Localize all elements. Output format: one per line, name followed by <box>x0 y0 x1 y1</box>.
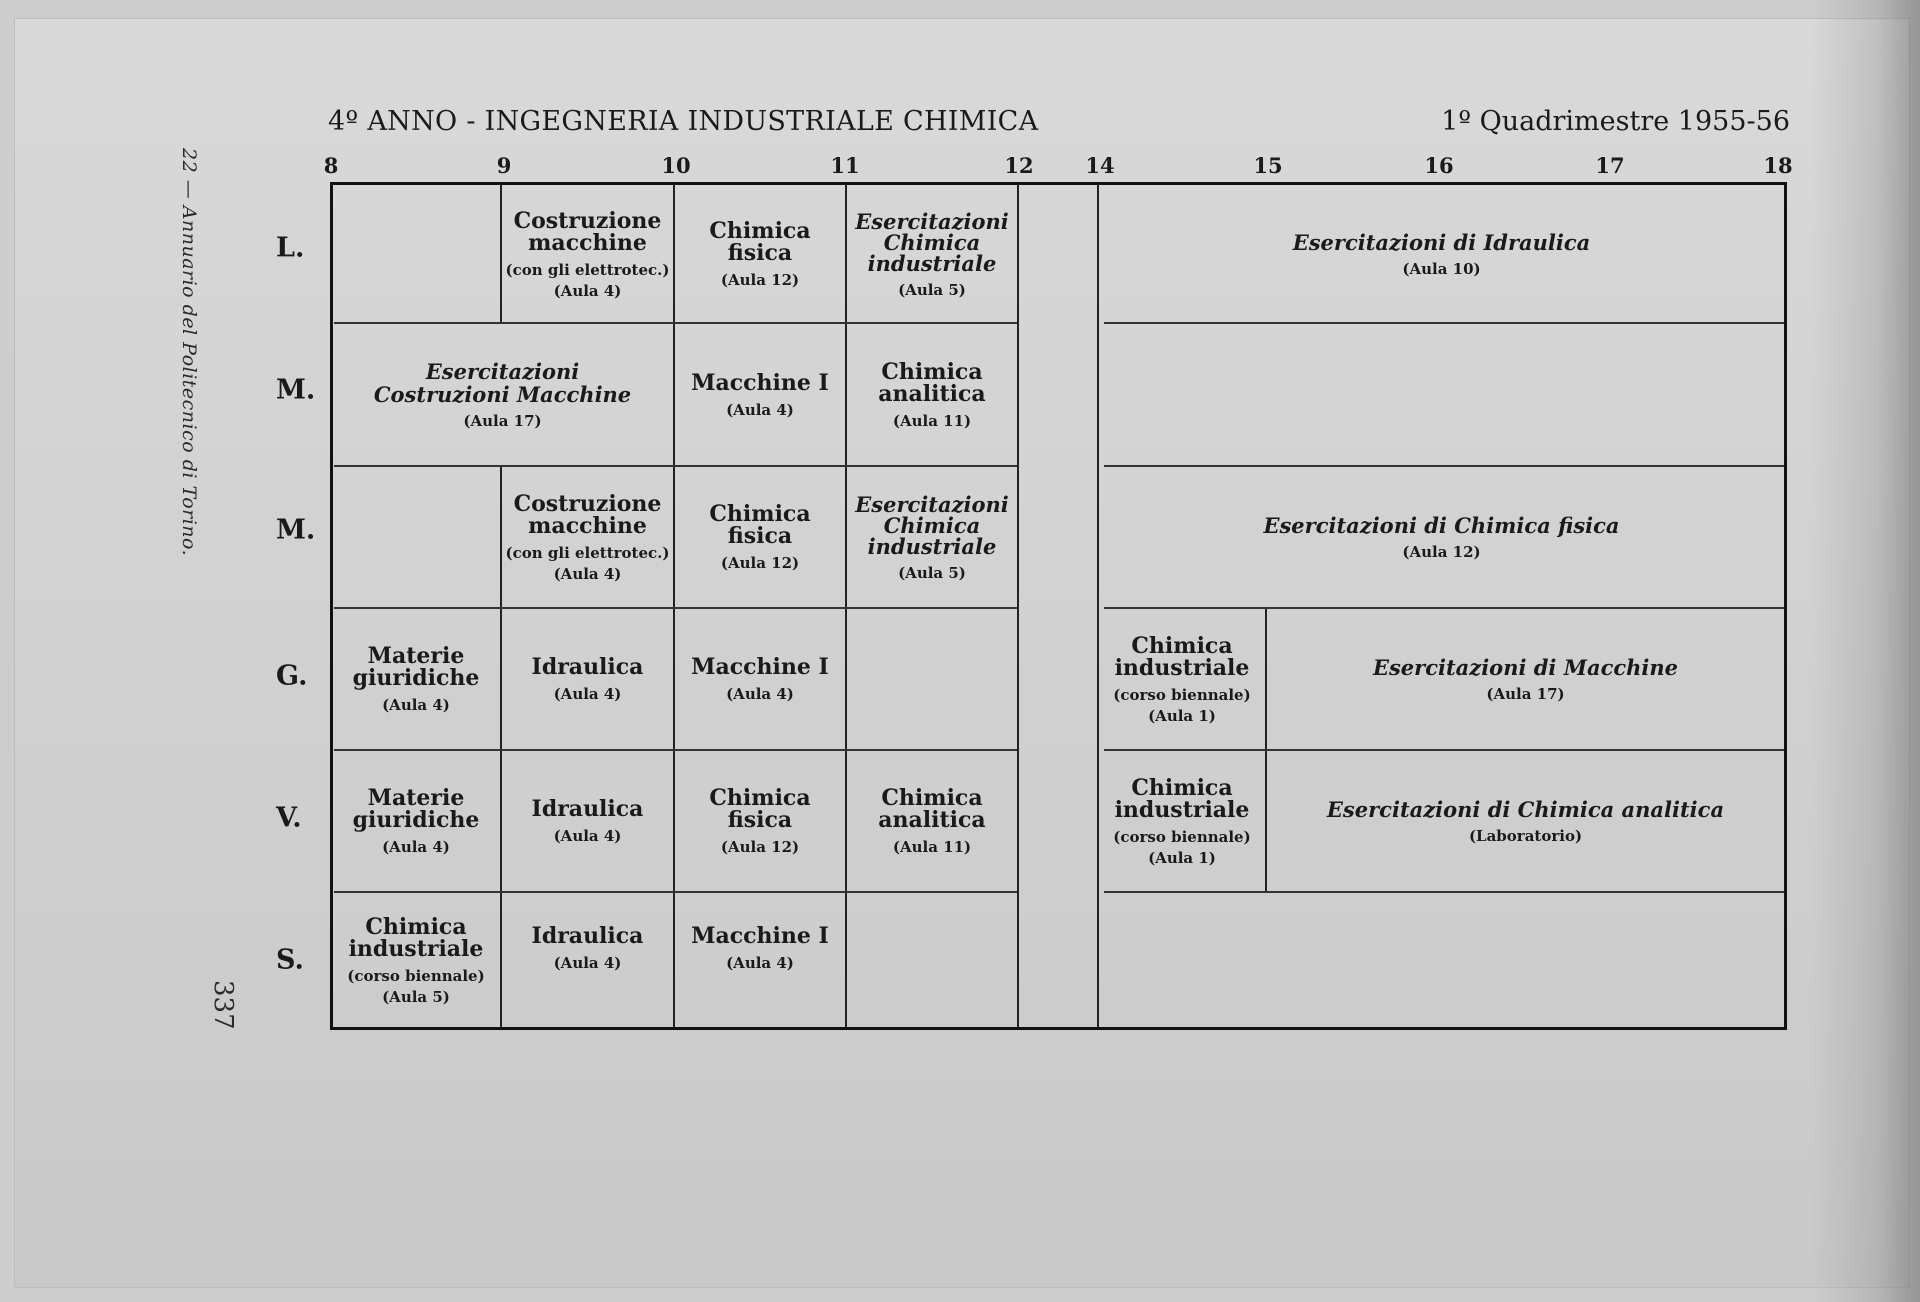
hour-label: 11 <box>830 153 860 178</box>
lesson-title: Macchine I <box>691 369 829 396</box>
lesson-title: Chimica <box>881 785 983 811</box>
lesson-cell <box>1267 751 1784 891</box>
lesson-cell <box>675 324 845 465</box>
lesson-room: (Aula 10) <box>1402 259 1481 278</box>
lesson-title: analitica <box>878 380 986 407</box>
grid-line <box>1104 891 1784 893</box>
lesson-room: (Aula 4) <box>553 685 622 703</box>
lesson-title: giuridiche <box>352 807 480 833</box>
lesson-room: (Laboratorio) <box>1468 826 1583 845</box>
lesson-title: fisica <box>727 807 793 833</box>
term-label: 1º Quadrimestre 1955-56 <box>1441 106 1790 137</box>
lesson-room: (Aula 5) <box>898 563 966 582</box>
lesson-cell <box>332 609 500 749</box>
lesson-title: Chimica <box>883 229 981 255</box>
lesson-note: (con gli elettrotec.) <box>505 543 670 562</box>
lesson-title: Esercitazioni <box>855 208 1009 234</box>
lesson-room: (Aula 1) <box>1148 706 1216 725</box>
lesson-cell <box>675 609 845 749</box>
lesson-room: (Aula 4) <box>382 696 450 714</box>
lesson-cell <box>502 186 673 322</box>
lesson-room: (Aula 17) <box>463 411 542 430</box>
lesson-title: Esercitazioni di Chimica analitica <box>1326 796 1725 822</box>
lesson-title: giuridiche <box>352 665 480 691</box>
hour-label: 14 <box>1085 153 1115 178</box>
grid-line <box>1017 184 1019 1028</box>
page-edge-shadow <box>1810 0 1920 1302</box>
lesson-note: (corso biennale) <box>1113 827 1251 846</box>
lesson-title: industriale <box>867 250 997 276</box>
lesson-cell <box>675 893 845 1003</box>
lesson-title: Esercitazioni <box>425 358 580 384</box>
day-label-friday: V. <box>276 802 302 834</box>
lesson-title: Chimica <box>709 218 811 244</box>
lesson-cell <box>675 467 845 607</box>
lesson-room: (Aula 4) <box>726 954 794 972</box>
lesson-title: Costruzione <box>513 207 662 234</box>
lesson-cell <box>332 751 500 891</box>
lesson-cell <box>502 467 673 607</box>
lesson-room: (Aula 5) <box>898 280 966 299</box>
lesson-title: macchine <box>528 512 647 539</box>
lesson-title: Materie <box>367 643 465 669</box>
lesson-title: Costruzione <box>513 490 662 517</box>
lesson-cell <box>847 186 1017 322</box>
day-label-tuesday: M. <box>276 374 316 406</box>
lesson-cell <box>1099 186 1784 322</box>
lesson-room: (Aula 12) <box>720 271 800 289</box>
lesson-title: analitica <box>878 807 986 833</box>
lesson-room: (Aula 4) <box>553 281 622 300</box>
lesson-title: industriale <box>867 533 997 559</box>
lesson-title: Chimica <box>709 501 811 527</box>
lesson-title: fisica <box>727 523 793 549</box>
lesson-title: Esercitazioni di Macchine <box>1372 654 1679 680</box>
hour-label: 12 <box>1004 153 1034 178</box>
lesson-title: macchine <box>528 229 647 256</box>
lesson-room: (Aula 4) <box>726 685 794 703</box>
lesson-room: (Aula 17) <box>1486 684 1565 703</box>
lesson-title: industriale <box>348 935 484 962</box>
page-number: 337 <box>208 980 238 1030</box>
hour-label: 16 <box>1424 153 1454 178</box>
lesson-title: Costruzioni Macchine <box>373 381 632 407</box>
lesson-room: (Aula 11) <box>892 411 972 430</box>
day-label-saturday: S. <box>276 944 304 976</box>
lesson-room: (Aula 4) <box>553 564 622 583</box>
lesson-title: Chimica <box>365 913 467 940</box>
lesson-title: Chimica <box>1131 774 1233 801</box>
lesson-note: (con gli elettrotec.) <box>505 260 670 279</box>
lesson-title: Idraulica <box>531 796 644 822</box>
lesson-title: Esercitazioni <box>855 491 1009 517</box>
lesson-cell <box>1099 751 1265 891</box>
hour-label: 18 <box>1763 153 1793 178</box>
lesson-cell <box>675 186 845 322</box>
lesson-title: Idraulica <box>531 654 644 680</box>
lesson-title: Chimica <box>881 358 983 385</box>
hour-label: 9 <box>496 153 512 178</box>
lesson-note: (corso biennale) <box>1113 685 1251 704</box>
lesson-cell <box>675 751 845 891</box>
hour-label: 17 <box>1595 153 1625 178</box>
lesson-title: fisica <box>727 240 793 266</box>
hour-label: 10 <box>661 153 691 178</box>
lesson-note: (corso biennale) <box>347 966 485 985</box>
lesson-room: (Aula 12) <box>1402 542 1481 561</box>
day-label-wednesday: M. <box>276 514 316 546</box>
lesson-cell <box>502 751 673 891</box>
lesson-title: Esercitazioni di Idraulica <box>1292 229 1591 255</box>
grid-line <box>1104 322 1784 324</box>
lesson-title: industriale <box>1114 796 1250 823</box>
lesson-room: (Aula 12) <box>720 838 800 856</box>
lesson-room: (Aula 12) <box>720 554 800 572</box>
running-side-note: 22 — Annuario del Politecnico di Torino. <box>178 148 200 557</box>
hour-label: 15 <box>1253 153 1283 178</box>
day-label-thursday: G. <box>276 660 308 692</box>
lesson-title: Esercitazioni di Chimica fisica <box>1263 512 1620 538</box>
lesson-cell <box>332 324 673 465</box>
hour-label: 8 <box>323 153 339 178</box>
lesson-cell <box>847 467 1017 607</box>
lesson-title: Macchine I <box>691 923 829 949</box>
day-label-monday: L. <box>276 232 305 264</box>
lesson-cell <box>847 324 1017 465</box>
lesson-title: Materie <box>367 785 465 811</box>
lesson-room: (Aula 4) <box>382 838 450 856</box>
lesson-title: Idraulica <box>531 923 644 949</box>
lesson-title: Chimica <box>883 512 981 538</box>
lesson-cell <box>332 893 500 1027</box>
lesson-cell <box>502 609 673 749</box>
lesson-cell <box>1099 467 1784 607</box>
lesson-title: Chimica <box>709 785 811 811</box>
lesson-cell <box>502 893 673 1003</box>
lesson-room: (Aula 4) <box>553 954 622 972</box>
lesson-cell <box>1099 609 1265 749</box>
lesson-room: (Aula 4) <box>553 827 622 845</box>
lesson-room: (Aula 4) <box>726 400 794 419</box>
lesson-room: (Aula 1) <box>1148 848 1216 867</box>
lesson-title: Macchine I <box>691 654 829 680</box>
lesson-title: Chimica <box>1131 632 1233 659</box>
lesson-title: industriale <box>1114 654 1250 681</box>
lesson-cell <box>847 751 1017 891</box>
lesson-room: (Aula 5) <box>382 987 450 1006</box>
lesson-cell <box>1267 609 1784 749</box>
page-title: 4º ANNO - INGEGNERIA INDUSTRIALE CHIMICA <box>328 106 1039 137</box>
lesson-room: (Aula 11) <box>892 838 972 856</box>
